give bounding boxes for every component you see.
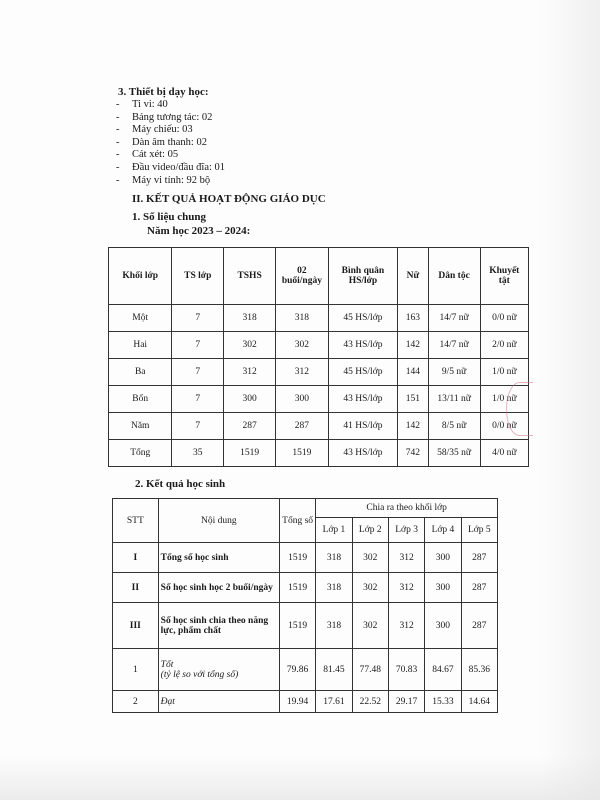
table-row bbox=[109, 305, 529, 332]
table-cell: 312 bbox=[388, 573, 424, 603]
table-header: Lớp 4 bbox=[425, 518, 461, 543]
table-cell: 79.86 bbox=[279, 649, 315, 691]
table-cell: 43 HS/lớp bbox=[328, 440, 398, 467]
table-cell: 318 bbox=[224, 305, 276, 332]
row-content-line: lực, phẩm chất bbox=[160, 625, 221, 636]
table-header: Lớp 5 bbox=[461, 518, 497, 543]
row-content bbox=[158, 603, 279, 649]
table-cell: 318 bbox=[316, 573, 352, 603]
table-cell: 13/11 nữ bbox=[428, 386, 480, 413]
table-cell: 7 bbox=[172, 359, 224, 386]
table-row bbox=[113, 543, 498, 573]
table-header: Lớp 3 bbox=[388, 518, 424, 543]
table-cell: 312 bbox=[276, 359, 329, 386]
table-cell: 0/0 nữ bbox=[480, 305, 528, 332]
table-header: Khuyết tật bbox=[480, 248, 528, 305]
table-header: TSHS bbox=[224, 248, 276, 305]
table-cell: 45 HS/lớp bbox=[328, 305, 398, 332]
table-cell: 29.17 bbox=[388, 691, 424, 713]
table-header: Tổng số bbox=[279, 499, 315, 543]
table-row bbox=[113, 603, 498, 649]
row-content bbox=[158, 649, 279, 691]
list-item: - Dàn âm thanh: 02 bbox=[116, 137, 225, 150]
page-shadow bbox=[0, 755, 600, 800]
row-number: III bbox=[113, 603, 159, 649]
table-row bbox=[113, 649, 498, 691]
table-cell: 58/35 nữ bbox=[428, 440, 480, 467]
table-header: Khối lớp bbox=[109, 248, 172, 305]
table-cell: 302 bbox=[352, 543, 388, 573]
table-cell: 1519 bbox=[279, 573, 315, 603]
table-cell: 742 bbox=[398, 440, 428, 467]
table-cell: 287 bbox=[276, 413, 329, 440]
table-cell: 302 bbox=[352, 603, 388, 649]
table-cell: 318 bbox=[276, 305, 329, 332]
table-header: TS lớp bbox=[172, 248, 224, 305]
table-cell: 41 HS/lớp bbox=[328, 413, 398, 440]
table-cell: 2/0 nữ bbox=[480, 332, 528, 359]
list-item: - Cát xét: 05 bbox=[116, 149, 225, 162]
table-cell: Ba bbox=[109, 359, 172, 386]
table-cell: 300 bbox=[276, 386, 329, 413]
table-cell: 142 bbox=[398, 413, 428, 440]
page-shadow bbox=[540, 0, 600, 800]
student-results-table bbox=[112, 498, 498, 713]
table-cell: 19.94 bbox=[279, 691, 315, 713]
row-content bbox=[158, 691, 279, 713]
table-cell: 22.52 bbox=[352, 691, 388, 713]
equipment-list bbox=[116, 99, 225, 187]
table-row bbox=[113, 691, 498, 713]
table-cell: 1/0 nữ bbox=[480, 359, 528, 386]
table-cell: 4/0 nữ bbox=[480, 440, 528, 467]
school-year-label: Năm học 2023 – 2024: bbox=[147, 225, 251, 237]
table-cell: 9/5 nữ bbox=[428, 359, 480, 386]
table-header: 02 buổi/ngày bbox=[276, 248, 329, 305]
table-cell: 7 bbox=[172, 305, 224, 332]
table-cell: 163 bbox=[398, 305, 428, 332]
table-header: Lớp 1 bbox=[316, 518, 352, 543]
table-cell: 15.33 bbox=[425, 691, 461, 713]
table-cell: 300 bbox=[425, 573, 461, 603]
table-cell: 302 bbox=[224, 332, 276, 359]
table-cell: 300 bbox=[224, 386, 276, 413]
table-cell: 287 bbox=[461, 603, 497, 649]
table-cell: Hai bbox=[109, 332, 172, 359]
list-item: - Ti vi: 40 bbox=[116, 99, 225, 112]
table-cell: 17.61 bbox=[316, 691, 352, 713]
table-row bbox=[109, 359, 529, 386]
row-content-line: Số học sinh học 2 buổi/ngày bbox=[160, 582, 273, 593]
row-content bbox=[158, 573, 279, 603]
table-cell: 287 bbox=[461, 573, 497, 603]
table-cell: 287 bbox=[461, 543, 497, 573]
list-item: - Máy chiếu: 03 bbox=[116, 124, 225, 137]
row-content-line: Số học sinh chia theo năng bbox=[160, 615, 269, 626]
table-cell: 312 bbox=[224, 359, 276, 386]
table-cell: 14.64 bbox=[461, 691, 497, 713]
table-row bbox=[113, 573, 498, 603]
row-number: 2 bbox=[113, 691, 159, 713]
table-cell: 302 bbox=[276, 332, 329, 359]
table-cell: 45 HS/lớp bbox=[328, 359, 398, 386]
table-header: Chia ra theo khối lớp bbox=[316, 499, 498, 518]
section-heading-equipment: 3. Thiết bị dạy học: bbox=[118, 86, 209, 98]
row-number: II bbox=[113, 573, 159, 603]
table-cell: 1519 bbox=[276, 440, 329, 467]
general-stats-table bbox=[108, 247, 529, 467]
table-cell: 287 bbox=[224, 413, 276, 440]
table-cell: Một bbox=[109, 305, 172, 332]
row-number: I bbox=[113, 543, 159, 573]
subsection-heading-general: 1. Số liệu chung bbox=[132, 211, 206, 223]
table-header: Lớp 2 bbox=[352, 518, 388, 543]
table-row bbox=[109, 440, 529, 467]
table-cell: 7 bbox=[172, 332, 224, 359]
row-content-line: Đạt bbox=[160, 696, 175, 707]
table-cell: 302 bbox=[352, 573, 388, 603]
red-stamp-fragment bbox=[506, 382, 533, 436]
table-header: Nữ bbox=[398, 248, 428, 305]
table-cell: 14/7 nữ bbox=[428, 332, 480, 359]
table-header: STT bbox=[113, 499, 159, 543]
table-cell: 312 bbox=[388, 543, 424, 573]
table-cell: 1519 bbox=[279, 543, 315, 573]
table-cell: 1/0 nữ bbox=[480, 386, 528, 413]
row-content-line: Tổng số học sinh bbox=[160, 552, 229, 563]
table-header: Nội dung bbox=[158, 499, 279, 543]
table-cell: 43 HS/lớp bbox=[328, 332, 398, 359]
table-cell: 144 bbox=[398, 359, 428, 386]
table-cell: 14/7 nữ bbox=[428, 305, 480, 332]
row-content-line: Tốt bbox=[160, 659, 174, 670]
table-cell: 70.83 bbox=[388, 649, 424, 691]
table-cell: 35 bbox=[172, 440, 224, 467]
list-item: - Bảng tương tác: 02 bbox=[116, 112, 225, 125]
table-cell: 1519 bbox=[224, 440, 276, 467]
table-cell: 77.48 bbox=[352, 649, 388, 691]
section-heading-results: II. KẾT QUẢ HOẠT ĐỘNG GIÁO DỤC bbox=[132, 193, 326, 205]
table-cell: 0/0 nữ bbox=[480, 413, 528, 440]
table-cell: 142 bbox=[398, 332, 428, 359]
row-content-line: (tỷ lệ so với tổng số) bbox=[160, 669, 239, 680]
table-cell: 300 bbox=[425, 543, 461, 573]
table-cell: 7 bbox=[172, 386, 224, 413]
table-cell: 81.45 bbox=[316, 649, 352, 691]
table-cell: 84.67 bbox=[425, 649, 461, 691]
table-header: Bình quân HS/lớp bbox=[328, 248, 398, 305]
table-row bbox=[109, 332, 529, 359]
table-cell: 7 bbox=[172, 413, 224, 440]
table-cell: 85.36 bbox=[461, 649, 497, 691]
subsection-heading-student-results: 2. Kết quả học sinh bbox=[135, 478, 226, 490]
list-item: - Máy vi tính: 92 bộ bbox=[116, 175, 225, 188]
table-cell: 8/5 nữ bbox=[428, 413, 480, 440]
table-cell: Năm bbox=[109, 413, 172, 440]
row-number: 1 bbox=[113, 649, 159, 691]
table-header: Dân tộc bbox=[428, 248, 480, 305]
table-cell: Bốn bbox=[109, 386, 172, 413]
table-cell: 312 bbox=[388, 603, 424, 649]
table-cell: 1519 bbox=[279, 603, 315, 649]
table-cell: 151 bbox=[398, 386, 428, 413]
table-row bbox=[109, 413, 529, 440]
table-row bbox=[109, 386, 529, 413]
row-content bbox=[158, 543, 279, 573]
table-cell: 43 HS/lớp bbox=[328, 386, 398, 413]
table-cell: 318 bbox=[316, 603, 352, 649]
table-cell: 300 bbox=[425, 603, 461, 649]
list-item: - Đầu video/đầu đĩa: 01 bbox=[116, 162, 225, 175]
table-cell: 318 bbox=[316, 543, 352, 573]
table-cell: Tổng bbox=[109, 440, 172, 467]
